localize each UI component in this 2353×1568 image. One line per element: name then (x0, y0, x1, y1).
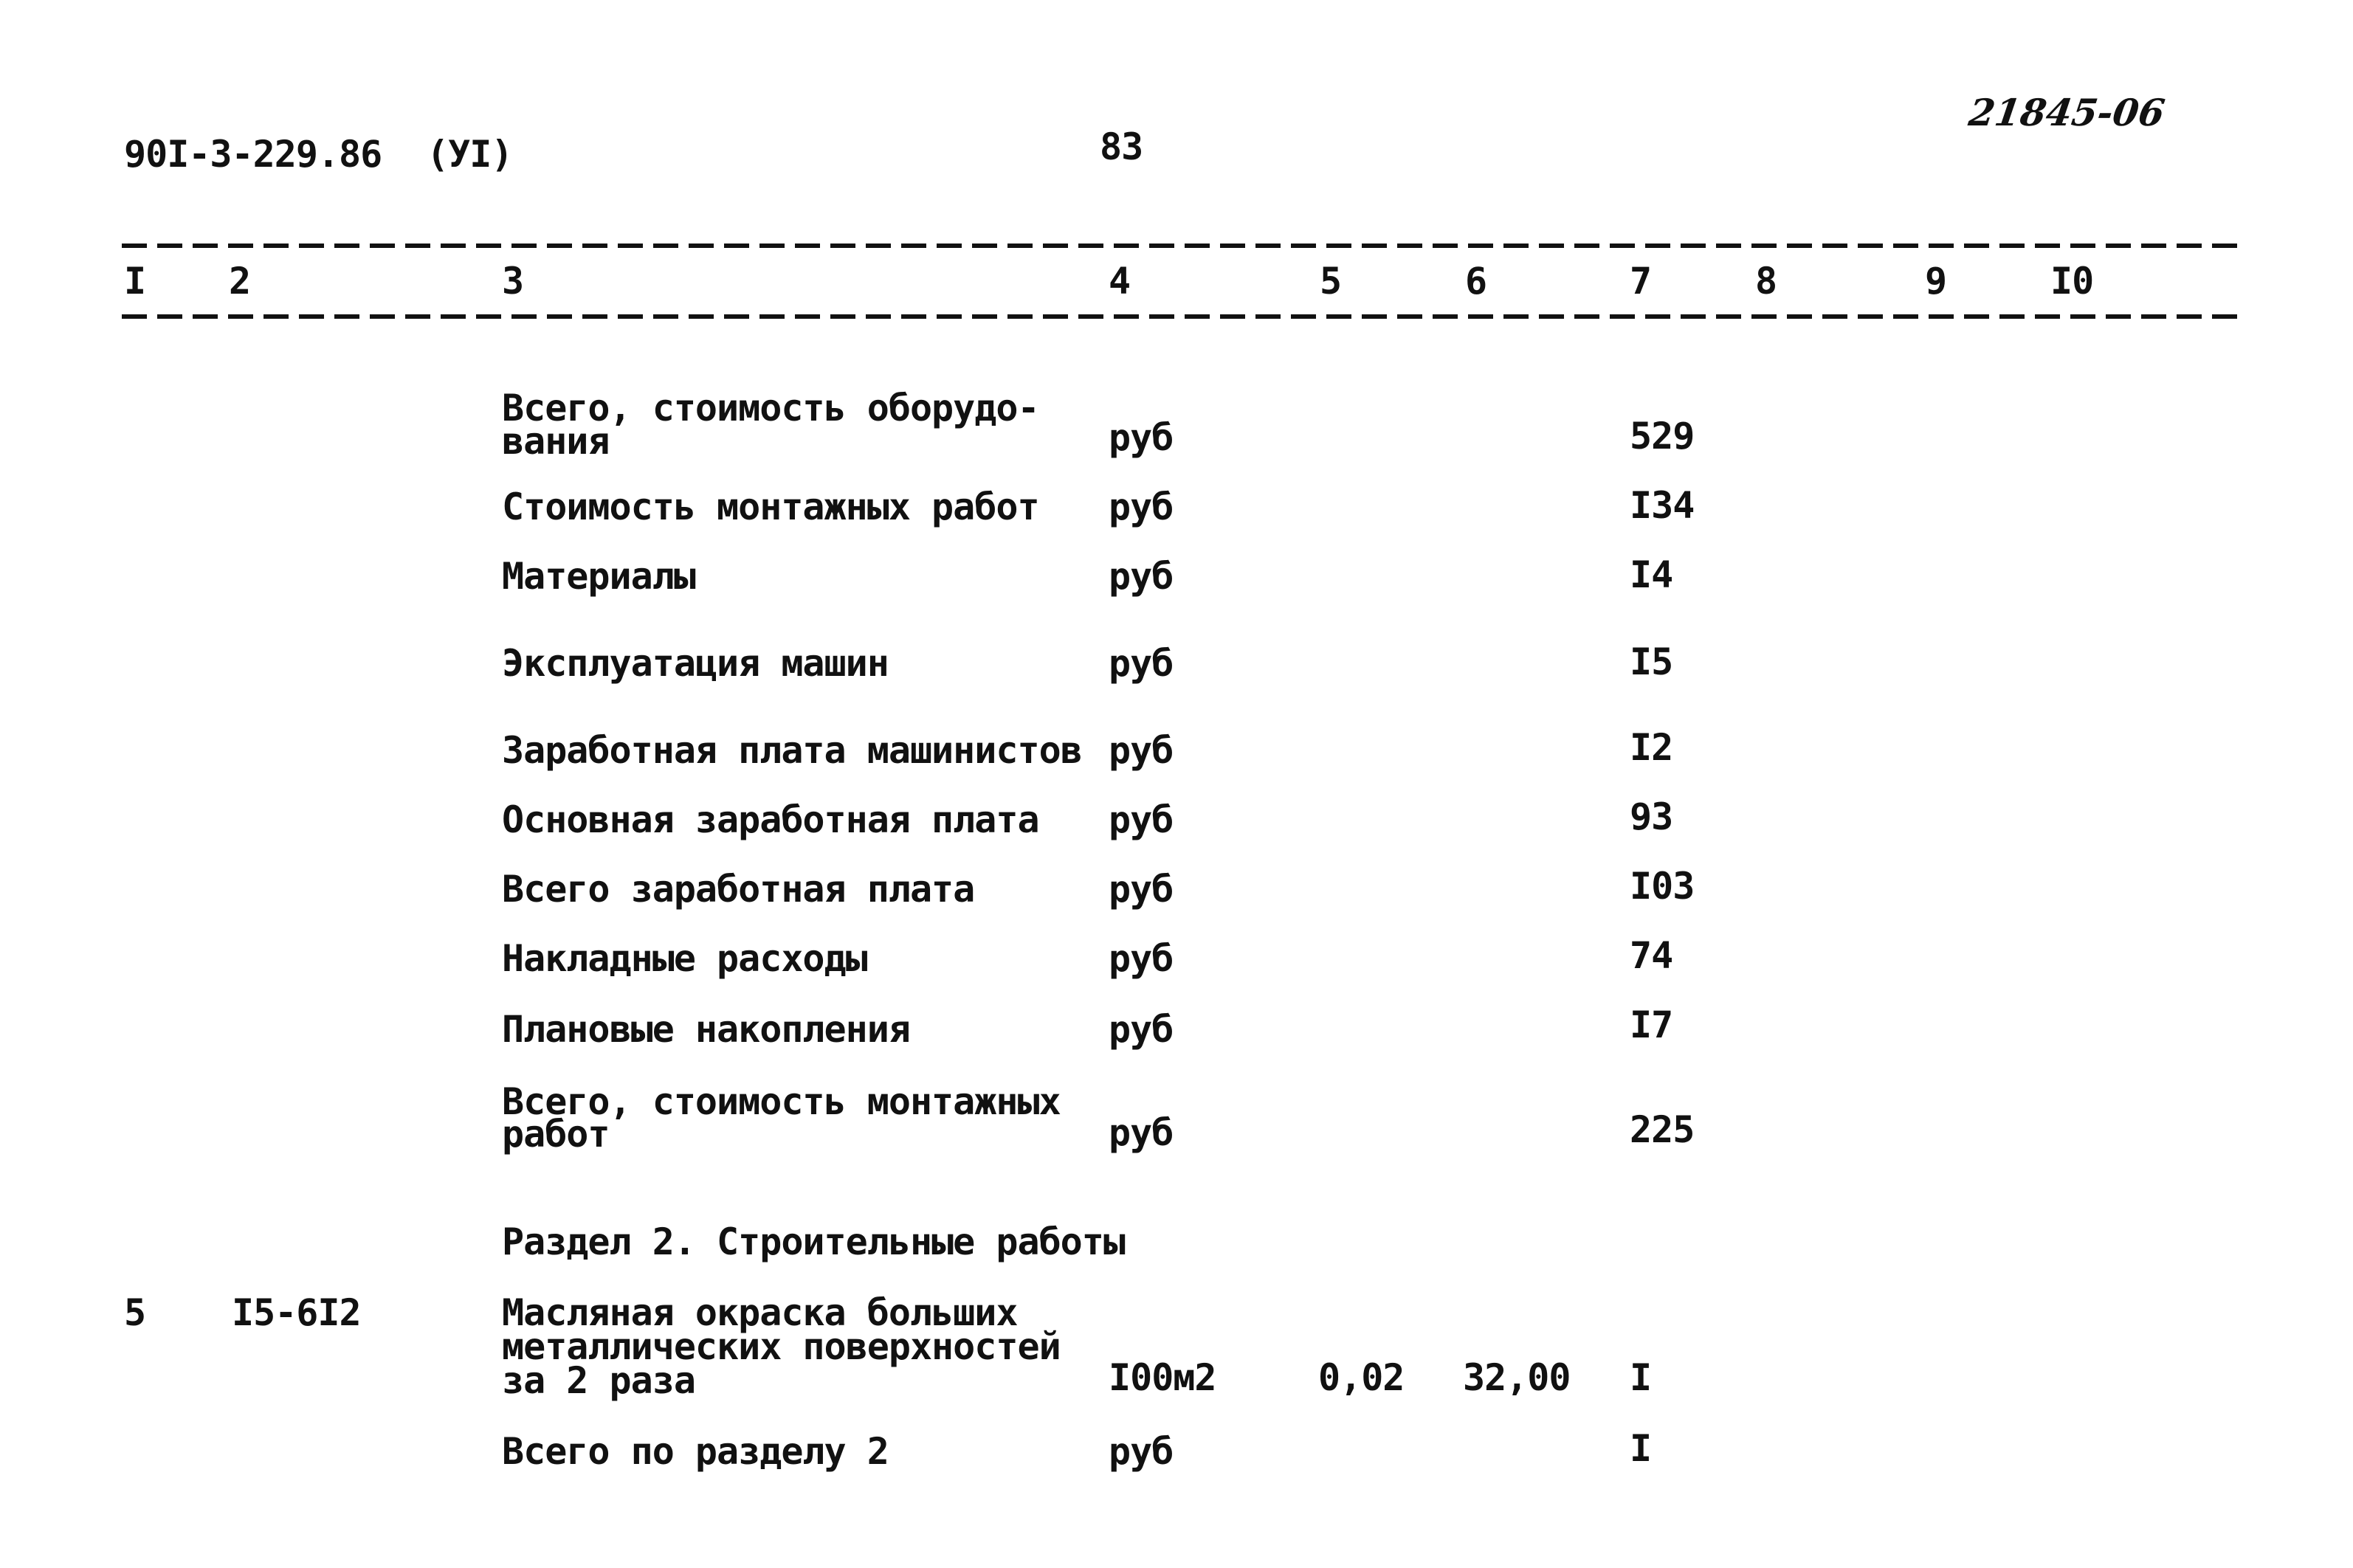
row-name-line1: Всего, стоимость оборудо- (502, 387, 1039, 429)
row-value: I34 (1630, 484, 1695, 527)
row-name-line1: Всего, стоимость монтажных (502, 1080, 1061, 1123)
doc-suffix: (УI) (427, 133, 513, 176)
row-name: Накладные расходы (502, 937, 867, 980)
column-number-1: I (124, 260, 146, 303)
row-value: I7 (1630, 1004, 1673, 1046)
row-unit: руб (1109, 937, 1174, 980)
section-title: Раздел 2. Строительные работы (502, 1220, 1125, 1263)
row-unit: руб (1109, 555, 1174, 598)
item-unit: I00м2 (1109, 1356, 1216, 1399)
page-number: 83 (1100, 125, 1143, 168)
column-number-4: 4 (1109, 260, 1131, 303)
column-number-2: 2 (229, 260, 251, 303)
row-name: Заработная плата машинистов (502, 729, 1082, 772)
row-unit: руб (1109, 1008, 1174, 1051)
section-total-unit: руб (1109, 1430, 1174, 1473)
row-name: Основная заработная плата (502, 798, 1039, 841)
row-value: 74 (1630, 934, 1673, 977)
header-rule-top (122, 244, 2240, 248)
item-name-line2: металлических поверхностей (502, 1325, 1061, 1368)
row-name: Плановые накопления (502, 1008, 910, 1051)
row-unit: руб (1109, 416, 1174, 459)
column-number-10: I0 (2050, 260, 2094, 303)
row-value: 529 (1630, 415, 1695, 457)
row-name-line2: вания (502, 420, 610, 463)
row-value: I5 (1630, 640, 1673, 683)
row-name: Всего заработная плата (502, 868, 975, 911)
row-name-line2: работ (502, 1113, 610, 1156)
column-number-9: 9 (1925, 260, 1947, 303)
row-value: 225 (1630, 1108, 1695, 1151)
row-value: 93 (1630, 795, 1673, 838)
item-value: I (1630, 1356, 1652, 1399)
row-unit: руб (1109, 798, 1174, 841)
item-unit-price: 32,00 (1463, 1356, 1571, 1399)
row-unit: руб (1109, 642, 1174, 685)
row-value: I03 (1630, 865, 1695, 908)
column-number-7: 7 (1630, 260, 1652, 303)
item-name-line3: за 2 раза (502, 1359, 695, 1402)
column-number-3: 3 (502, 260, 524, 303)
section-total-name: Всего по разделу 2 (502, 1430, 889, 1473)
row-unit: руб (1109, 486, 1174, 528)
row-unit: руб (1109, 868, 1174, 911)
row-name: Стоимость монтажных работ (502, 486, 1039, 528)
row-unit: руб (1109, 1111, 1174, 1154)
row-name: Материалы (502, 555, 695, 598)
item-number: 5 (124, 1291, 146, 1334)
column-number-6: 6 (1465, 260, 1487, 303)
item-name-line1: Масляная окраска больших (502, 1291, 1018, 1334)
row-value: I4 (1630, 553, 1673, 596)
item-code: I5-6I2 (232, 1291, 361, 1334)
row-value: I2 (1630, 726, 1673, 769)
item-quantity: 0,02 (1318, 1356, 1405, 1399)
column-number-5: 5 (1320, 260, 1342, 303)
header-rule-bottom (122, 314, 2240, 319)
section-total-value: I (1630, 1427, 1652, 1470)
handwritten-number: 21845-06 (1966, 91, 2168, 134)
column-number-8: 8 (1755, 260, 1777, 303)
doc-code: 90I-3-229.86 (124, 133, 382, 176)
row-unit: руб (1109, 729, 1174, 772)
row-name: Эксплуатация машин (502, 642, 889, 685)
